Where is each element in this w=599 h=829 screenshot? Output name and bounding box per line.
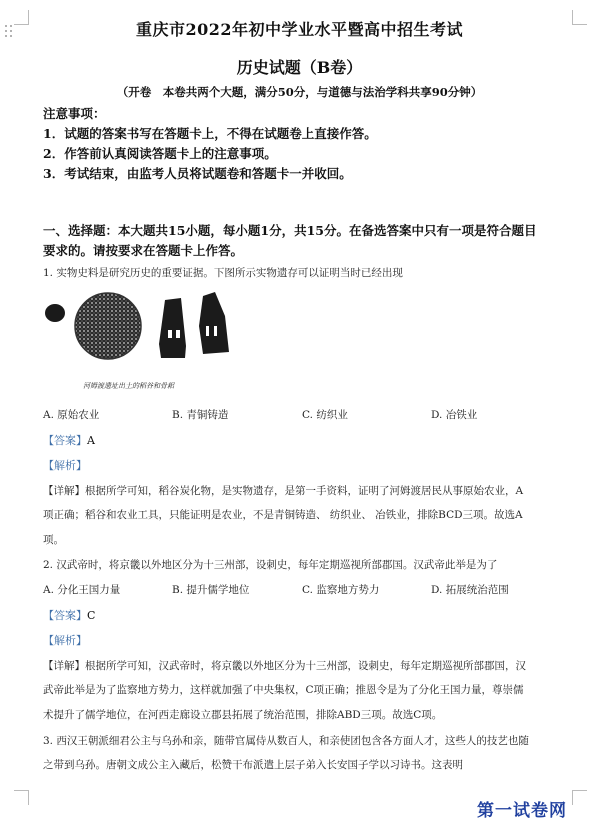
answer-value: A xyxy=(87,434,95,447)
detail-line: 术提升了儒学地位，在河西走廊设立郡县拓展了统治范围，排除ABD三项。故选C项。 xyxy=(43,709,443,721)
notice-item: 1．试题的答案书写在答题卡上，不得在试题卷上直接作答。 xyxy=(43,126,377,141)
detail-line: 武帝此举是为了监察地方势力，这样就加强了中央集权，C项正确；推恩令是为了分化王国力量，尊崇儒 xyxy=(43,684,524,696)
analysis-tag: 【解析】 xyxy=(43,634,87,647)
option-d: D. 拓展统治范围 xyxy=(431,584,509,596)
option-a: A. 分化王国力量 xyxy=(43,584,121,596)
exam-info: （开卷 本卷共两个大题，满分50分，与道德与法治学科共享90分钟） xyxy=(116,85,483,99)
notice-heading: 注意事项： xyxy=(43,106,106,121)
option-a: A. 原始农业 xyxy=(43,409,100,421)
question-3-stem-cont: 之带到乌孙。唐朝文成公主入藏后，松赞干布派遣上层子弟入长安国子学以习诗书。这表明 xyxy=(43,759,463,771)
question-1-stem: 1. 实物史料是研究历史的重要证据。下图所示实物遗存可以证明当时已经出现 xyxy=(43,267,403,279)
answer-tag: 【答案】 xyxy=(43,609,87,622)
artifact-figure xyxy=(43,286,253,398)
option-d: D. 冶铁业 xyxy=(431,409,478,421)
option-b: B. 青铜铸造 xyxy=(172,409,229,421)
detail-text: 根据所学可知，汉武帝时，将京畿以外地区分为十三州部，设刺史，每年定期巡视所部郡国，汉 xyxy=(85,660,526,672)
exam-subtitle: 历史试题（B卷） xyxy=(236,58,363,77)
option-c: C. 纺织业 xyxy=(302,409,348,421)
figure-caption: 河姆渡遗址出土的稻谷和骨耜 xyxy=(83,382,174,390)
answer-tag: 【答案】 xyxy=(43,434,87,447)
detail-line: 项正确；稻谷和农业工具，只能证明是农业，不是青铜铸造、 纺织业、 冶铁业，排除BCD三项。故选A xyxy=(43,509,523,521)
detail-line xyxy=(43,658,526,673)
answer-line xyxy=(43,432,95,448)
detail-line: 项。 xyxy=(43,534,64,546)
watermark-logo: 第一试卷网 xyxy=(477,801,567,821)
rice-and-bone-tool-image xyxy=(43,286,253,398)
page-corner-mark xyxy=(572,790,587,805)
exam-title: 重庆市2022年初中学业水平暨高中招生考试 xyxy=(135,20,464,39)
notice-item: 2．作答前认真阅读答题卡上的注意事项。 xyxy=(43,146,277,161)
detail-line xyxy=(43,483,523,498)
section-heading-cont: 要求的。请按要求在答题卡上作答。 xyxy=(43,243,244,258)
detail-text: 根据所学可知，稻谷炭化物，是实物遗存，是第一手资料，证明了河姆渡居民从事原始农业，A xyxy=(85,485,524,497)
page-corner-mark xyxy=(14,790,29,805)
answer-value: C xyxy=(87,609,96,622)
question-3-stem: 3. 西汉王朝派细君公主与乌孙和亲，随带官属侍从数百人，和亲使团包含各方面人才，这些人的技艺也随 xyxy=(43,735,529,747)
detail-tag: 【详解】 xyxy=(43,660,85,672)
notice-item: 3．考试结束，由监考人员将试题卷和答题卡一并收回。 xyxy=(43,166,352,181)
answer-line xyxy=(43,607,95,623)
analysis-tag: 【解析】 xyxy=(43,459,87,472)
option-b: B. 提升儒学地位 xyxy=(172,584,250,596)
detail-tag: 【详解】 xyxy=(43,485,85,497)
section-heading: 一、选择题：本大题共15小题，每小题1分，共15分。在备选答案中只有一项是符合题目 xyxy=(43,223,537,238)
question-2-stem: 2. 汉武帝时，将京畿以外地区分为十三州部，设刺史，每年定期巡视所部郡国。汉武帝此举是为了 xyxy=(43,559,498,571)
option-c: C. 监察地方势力 xyxy=(302,584,380,596)
